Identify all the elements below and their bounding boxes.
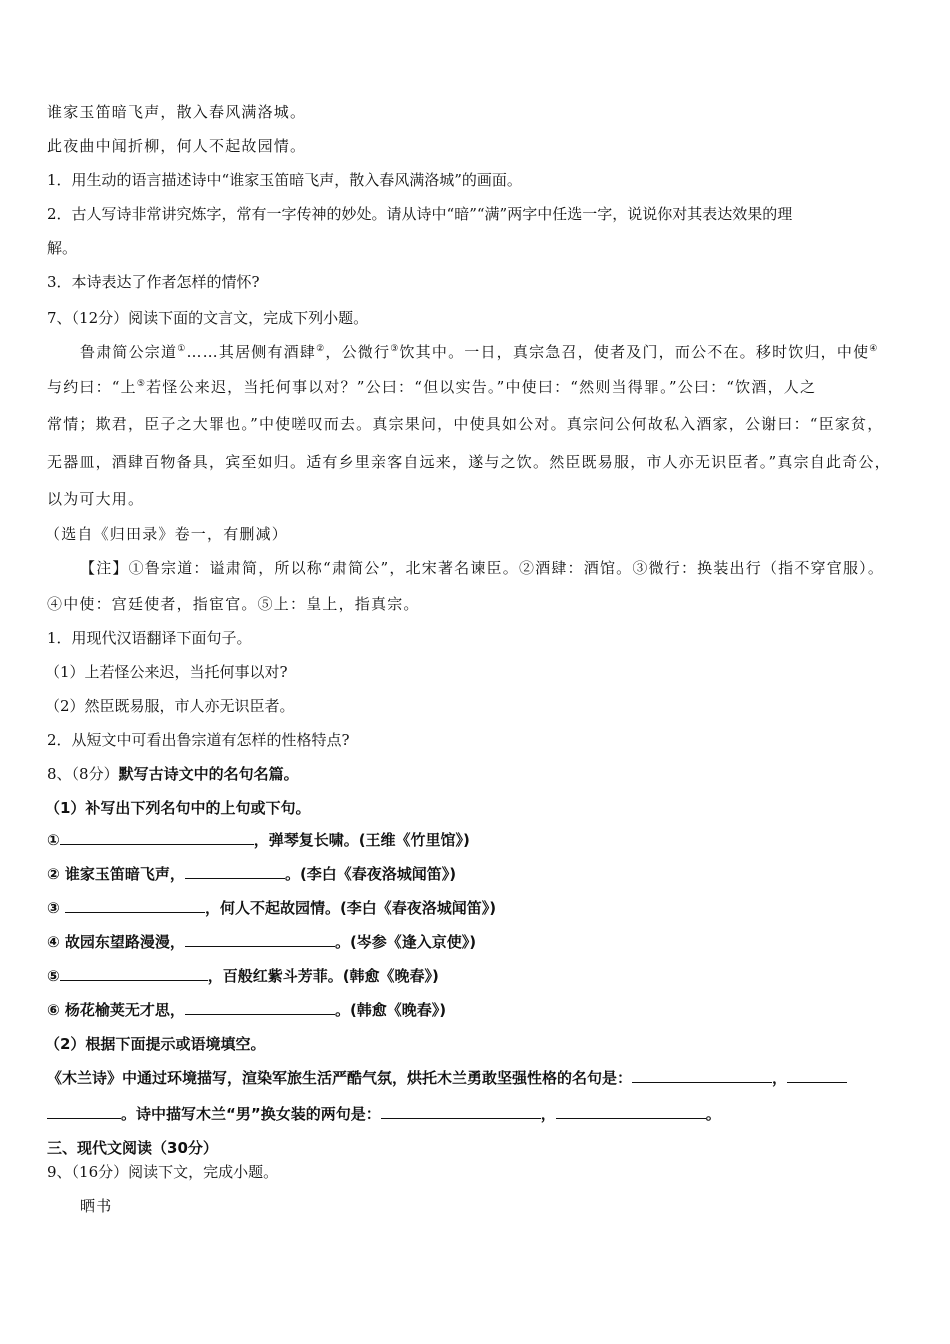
answer-blank[interactable] <box>632 1068 772 1083</box>
answer-blank[interactable] <box>60 830 254 845</box>
q7-sub1-2: （2）然臣既易服，市人亦无识臣者。 <box>45 697 295 715</box>
answer-blank[interactable] <box>185 1000 335 1015</box>
answer-blank[interactable] <box>60 966 208 981</box>
q7-passage-line-4: 无器皿，酒肆百物备具，宾至如归。适有乡里亲客自远来，遂与之饮。然臣既易服，市人亦无识臣者。”真宗自此奇公， <box>47 453 891 471</box>
q8-item-3: ③ ，何人不起故园情。(李白《春夜洛城闻笛》) <box>47 899 497 917</box>
q7-passage-line-5: 以为可大用。 <box>47 490 145 508</box>
poem-line-1: 谁家玉笛暗飞声，散入春风满洛城。 <box>47 103 307 121</box>
q7-heading: 7、（12分）阅读下面的文言文，完成下列小题。 <box>47 309 369 327</box>
q7-passage-line-1: 鲁肃简公宗道①……其居侧有酒肆②，公微行③饮其中。一日，真宗急召，使者及门，而公不在。移时饮归，中使④ <box>80 343 879 361</box>
q7-passage-line-2: 与约曰：“上⑤若怪公来迟，当托何事以对？”公曰：“但以实告。”中使曰：“然则当得罪。”公曰：“饮酒，人之 <box>47 378 817 396</box>
answer-blank[interactable] <box>185 864 285 879</box>
q8-item-4: ④ 故园东望路漫漫， 。(岑参《逢入京使》) <box>47 933 477 951</box>
q8-part2: （2）根据下面提示或语境填空。 <box>45 1035 266 1053</box>
q6-sub2-b: 解。 <box>47 239 78 257</box>
answer-blank[interactable] <box>65 898 205 913</box>
q8-part2-line-1: 《木兰诗》中通过环境描写，渲染军旅生活严酷气氛，烘托木兰勇敢坚强性格的名句是： ， <box>47 1068 847 1088</box>
q7-note-a: 【注】①鲁宗道：谥肃简，所以称“肃简公”，北宋著名谏臣。②酒肆：酒馆。③微行：换装出行（指不穿官服）。 <box>80 559 885 577</box>
q6-sub1: 1．用生动的语言描述诗中“谁家玉笛暗飞声，散入春风满洛城”的画面。 <box>47 171 522 189</box>
q6-sub2-a: 2．古人写诗非常讲究炼字，常有一字传神的妙处。请从诗中“暗”“满”两字中任选一字，说说你对其表达效果的理 <box>47 205 793 223</box>
q7-sub2: 2．从短文中可看出鲁宗道有怎样的性格特点? <box>47 731 350 749</box>
q8-part2-line-2: 。诗中描写木兰“男”换女装的两句是： ， 。 <box>47 1104 721 1124</box>
answer-blank[interactable] <box>381 1104 541 1119</box>
poem-line-2: 此夜曲中闻折柳，何人不起故园情。 <box>47 137 307 155</box>
answer-blank[interactable] <box>47 1104 121 1119</box>
q6-sub3: 3．本诗表达了作者怎样的情怀? <box>47 273 260 291</box>
q8-item-1: ① ，弹琴复长啸。(王维《竹里馆》) <box>47 831 470 849</box>
q8-part1: （1）补写出下列名句中的上句或下句。 <box>45 799 311 817</box>
answer-blank[interactable] <box>556 1104 706 1119</box>
q9-title: 晒书 <box>80 1197 113 1215</box>
q8-heading: 8、（8分）默写古诗文中的名句名篇。 <box>47 765 299 783</box>
q8-item-5: ⑤ ，百般红紫斗芳菲。(韩愈《晚春》) <box>47 967 439 985</box>
answer-blank[interactable] <box>185 932 335 947</box>
q8-item-2: ② 谁家玉笛暗飞声， 。(李白《春夜洛城闻笛》) <box>47 865 457 883</box>
q7-note-b: ④中使：宫廷使者，指宦官。⑤上：皇上，指真宗。 <box>47 595 420 613</box>
q7-source: （选自《归田录》卷一，有删减） <box>45 525 289 543</box>
q7-passage-line-3: 常情；欺君，臣子之大罪也。”中使嗟叹而去。真宗果问，中使具如公对。真宗问公何故私入酒家，公谢曰：“臣家贫， <box>47 415 884 433</box>
section-3-heading: 三、现代文阅读（30分） <box>47 1139 218 1157</box>
answer-blank[interactable] <box>787 1068 847 1083</box>
q7-sub1: 1．用现代汉语翻译下面句子。 <box>47 629 252 647</box>
q9-heading: 9、（16分）阅读下文，完成小题。 <box>47 1163 279 1181</box>
q7-sub1-1: （1）上若怪公来迟，当托何事以对? <box>45 663 288 681</box>
q8-item-6: ⑥ 杨花榆荚无才思， 。(韩愈《晚春》) <box>47 1001 447 1019</box>
